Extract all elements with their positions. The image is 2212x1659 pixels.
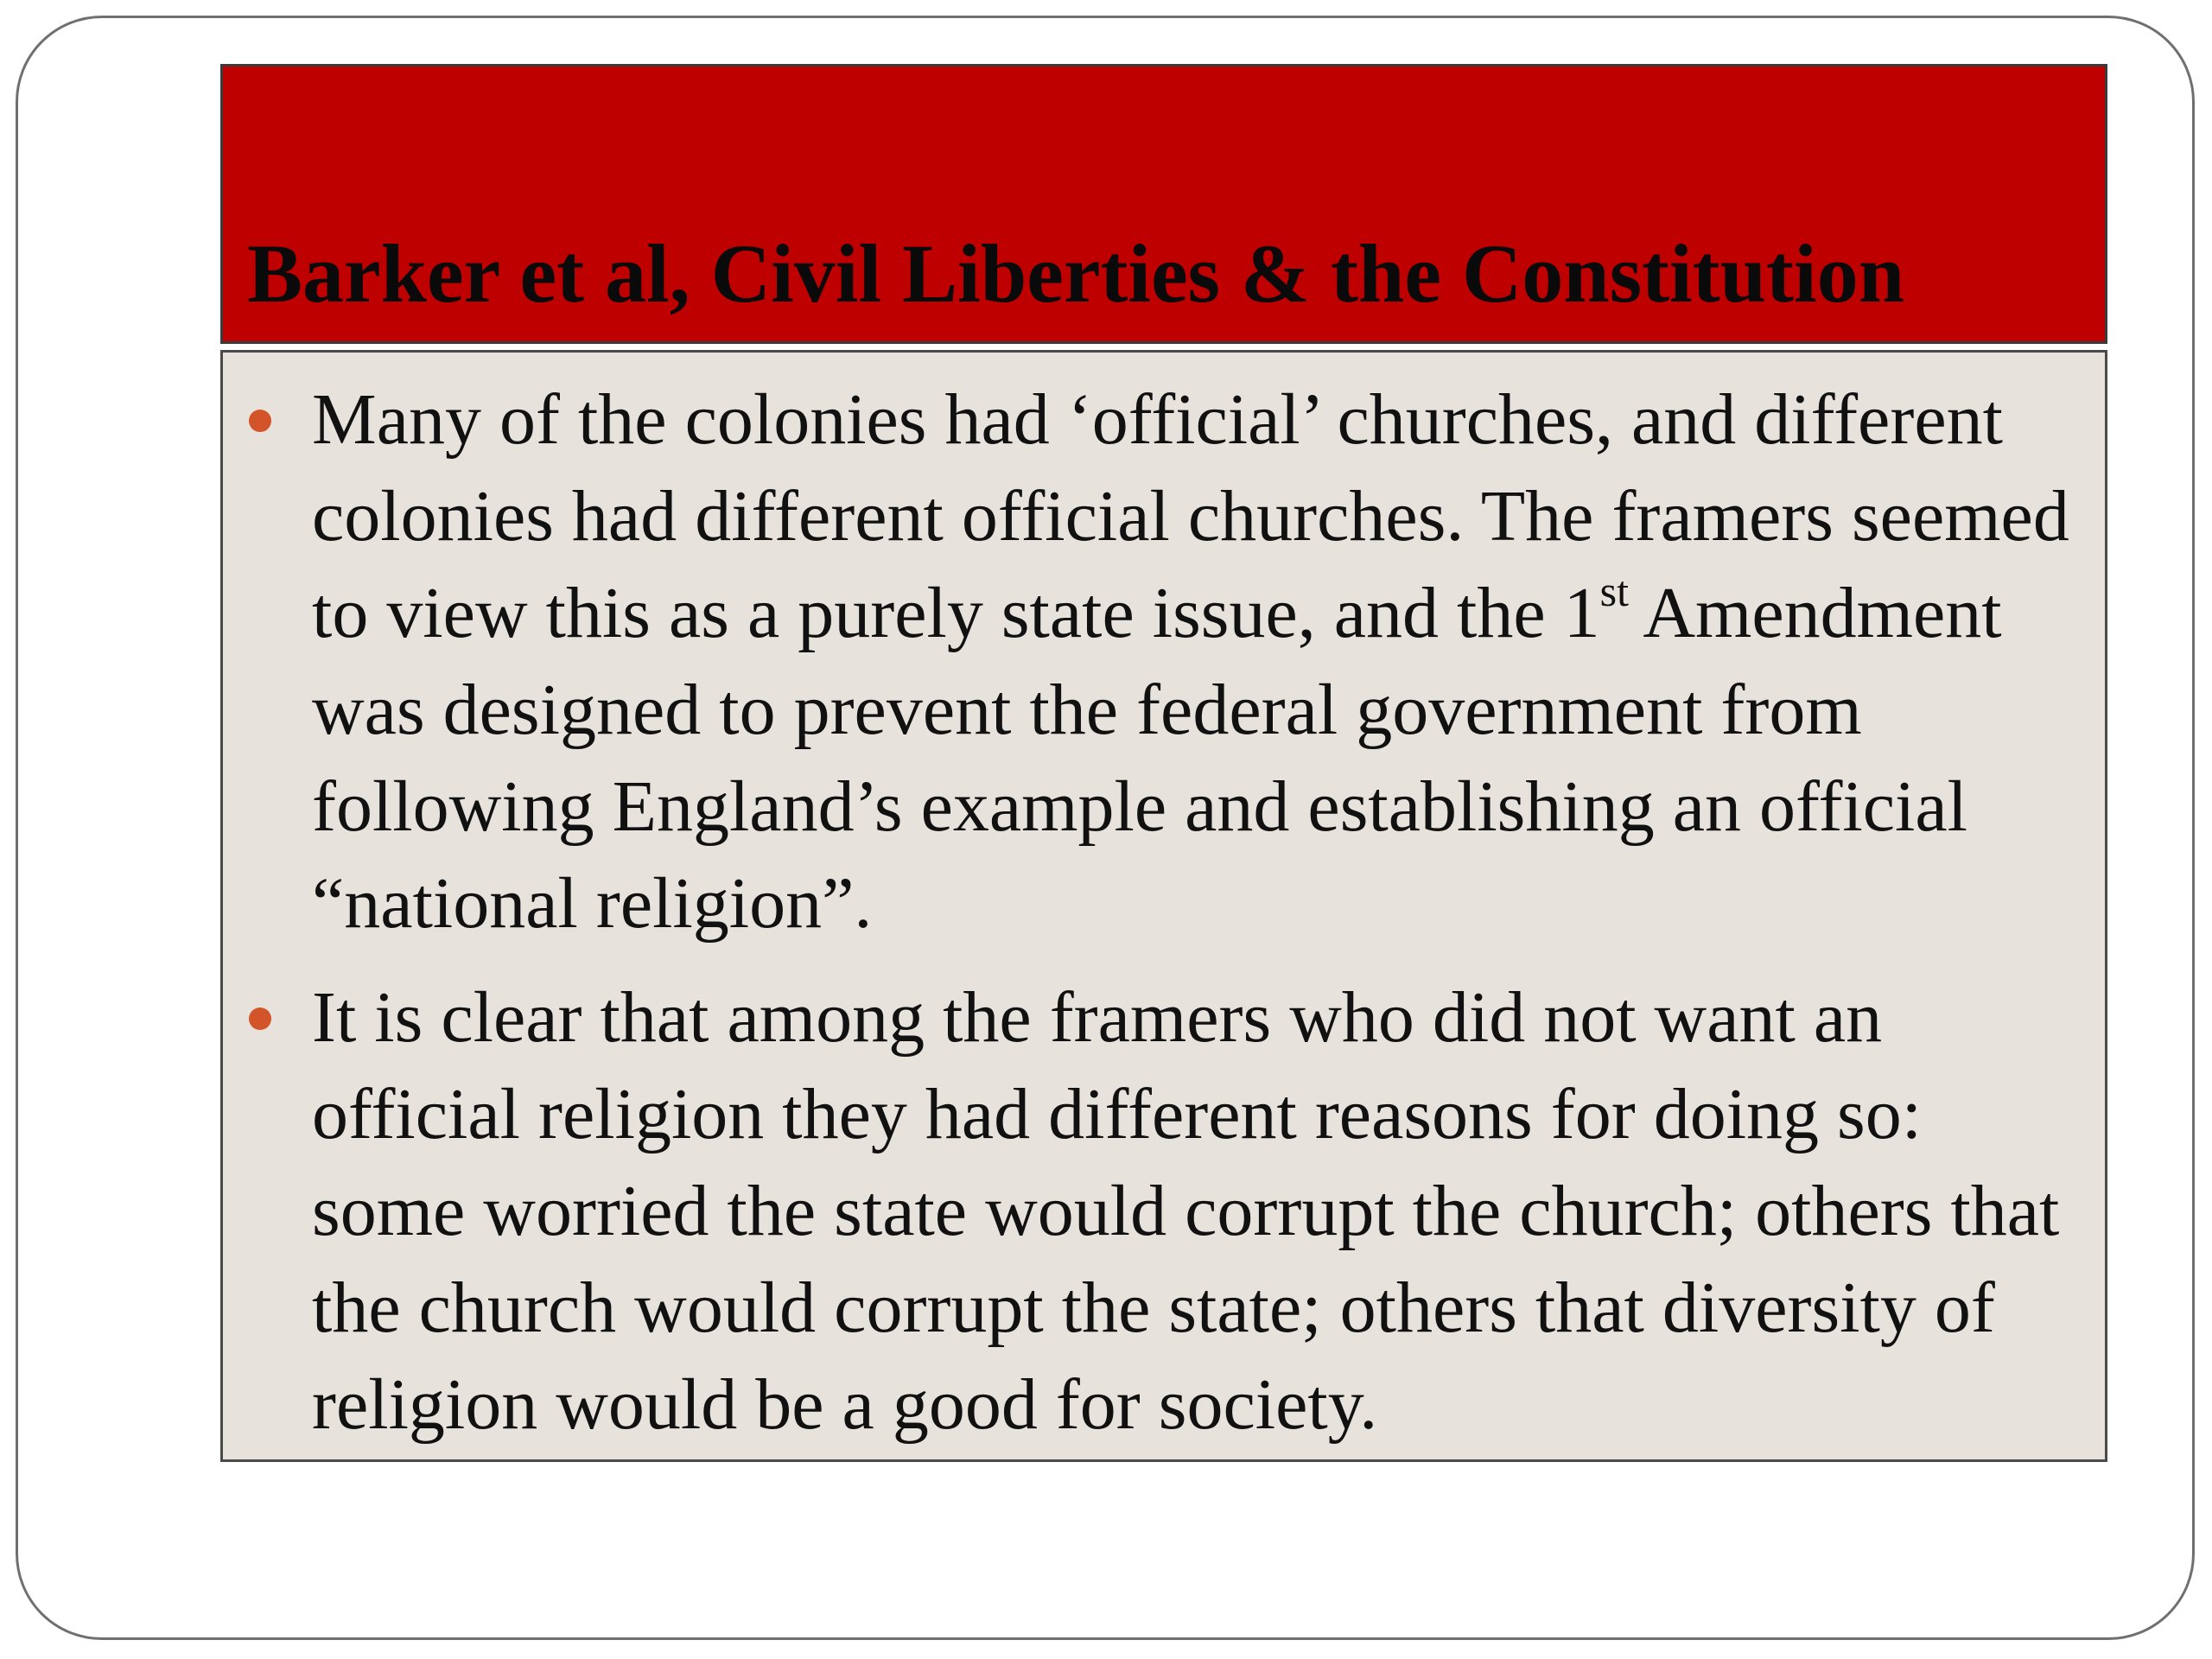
bullet-text: It is clear that among the framers who did not want an official religion they had different reasons for doing so: some worried the state would corrupt the church; others that the church would corrupt the state; others that diversity of religion would be a good for society. xyxy=(312,977,2060,1445)
bullet-item xyxy=(223,372,2105,952)
bullet-text xyxy=(312,379,2069,944)
bullet-dot-icon xyxy=(249,410,271,432)
bullet-dot-icon xyxy=(249,1007,271,1030)
bullet-text-part: Amendment was designed to prevent the federal government from following England’s example and establishing an official “national religion”. xyxy=(312,573,2002,944)
ordinal-superscript: st xyxy=(1599,567,1630,615)
content-box xyxy=(220,350,2107,1462)
bullet-text-part: Many of the colonies had ‘official’ churches, and different colonies had different official churches. The framers seemed to view this as a purely state issue, and the 1 xyxy=(312,379,2069,653)
bullet-list xyxy=(223,372,2105,1471)
bullet-item xyxy=(223,969,2105,1453)
slide-title: Barker et al, Civil Liberties & the Constitution xyxy=(247,227,1905,320)
title-banner xyxy=(220,64,2107,344)
